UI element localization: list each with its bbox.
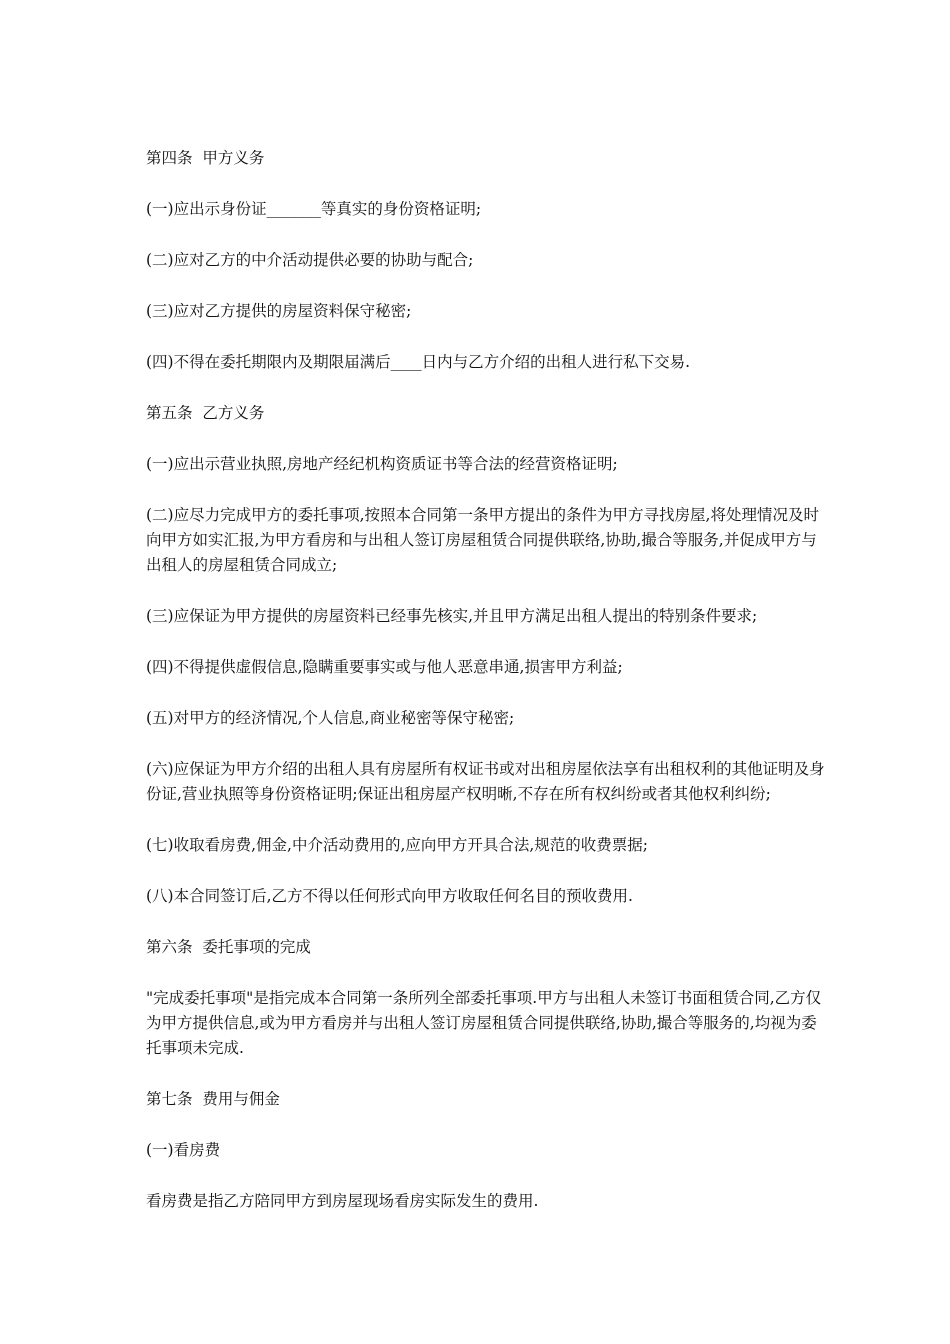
clause-5-3: (三)应保证为甲方提供的房屋资料已经事先核实,并且甲方满足出租人提出的特别条件要求;: [146, 607, 758, 625]
clause-5-7: (七)收取看房费,佣金,中介活动费用的,应向甲方开具合法,规范的收费票据;: [146, 836, 649, 854]
clause-7-1: (一)看房费: [146, 1141, 221, 1159]
clause-7-1-body: 看房费是指乙方陪同甲方到房屋现场看房实际发生的费用.: [146, 1192, 539, 1210]
clause-5-6: (六)应保证为甲方介绍的出租人具有房屋所有权证书或对出租房屋依法享有出租权利的其他证明及身份证,营业执照等身份资格证明;保证出租房屋产权明晰,不存在所有权纠纷或者其他权利纠纷;: [146, 760, 825, 803]
clause-4-1: (一)应出示身份证_______等真实的身份资格证明;: [146, 200, 482, 218]
section-heading-4: 第四条 甲方义务: [146, 149, 265, 167]
clause-5-4: (四)不得提供虚假信息,隐瞒重要事实或与他人恶意串通,损害甲方利益;: [146, 658, 623, 676]
section-heading-5: 第五条 乙方义务: [146, 404, 265, 422]
section-heading-7: 第七条 费用与佣金: [146, 1090, 280, 1108]
clause-4-2: (二)应对乙方的中介活动提供必要的协助与配合;: [146, 251, 474, 269]
section-heading-6: 第六条 委托事项的完成: [146, 938, 311, 956]
clause-4-3: (三)应对乙方提供的房屋资料保守秘密;: [146, 302, 412, 320]
clause-5-5: (五)对甲方的经济情况,个人信息,商业秘密等保守秘密;: [146, 709, 515, 727]
clause-5-2: (二)应尽力完成甲方的委托事项,按照本合同第一条甲方提出的条件为甲方寻找房屋,将处理情况及时向甲方如实汇报,为甲方看房和与出租人签订房屋租赁合同提供联络,协助,撮合等服务,并促成甲方与出租人的房屋租赁合同成立;: [146, 506, 819, 574]
document-body: [146, 146, 826, 1240]
clause-4-4: (四)不得在委托期限内及期限届满后____日内与乙方介绍的出租人进行私下交易.: [146, 353, 691, 371]
clause-6-body: "完成委托事项"是指完成本合同第一条所列全部委托事项.甲方与出租人未签订书面租赁合同,乙方仅为甲方提供信息,或为甲方看房并与出租人签订房屋租赁合同提供联络,协助,撮合等服务的,均视为委托事项未完成.: [146, 989, 822, 1057]
clause-5-8: (八)本合同签订后,乙方不得以任何形式向甲方收取任何名目的预收费用.: [146, 887, 633, 905]
clause-5-1: (一)应出示营业执照,房地产经纪机构资质证书等合法的经营资格证明;: [146, 455, 618, 473]
